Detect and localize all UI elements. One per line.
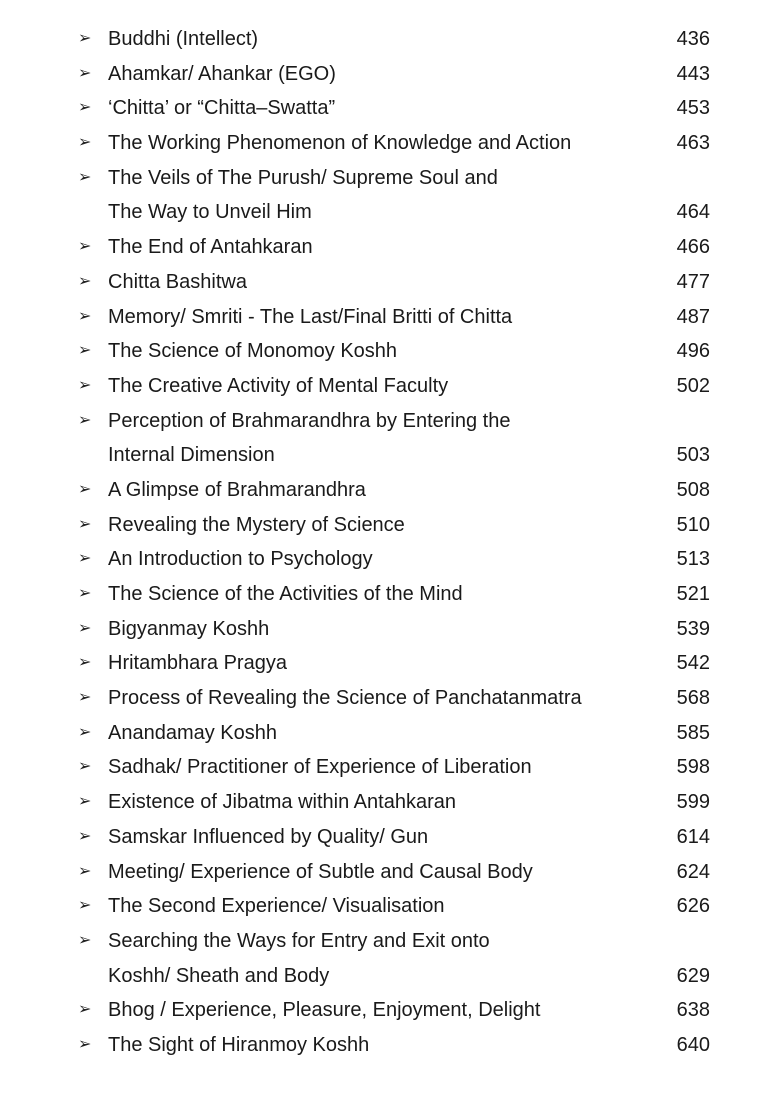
toc-page-number: 443 (676, 62, 710, 85)
toc-page-number: 496 (676, 340, 710, 363)
toc-entry (0, 91, 780, 126)
toc-page-number: 585 (676, 721, 710, 744)
toc-entry-title: Existence of Jibatma within Antahkaran (108, 791, 456, 814)
toc-entry (0, 855, 780, 890)
toc-entry-title: Memory/ Smriti - The Last/Final Britti of Chitta (108, 305, 513, 328)
arrowhead-bullet-icon: ➢ (78, 64, 92, 82)
arrowhead-bullet-icon: ➢ (78, 515, 92, 533)
arrowhead-bullet-icon: ➢ (78, 134, 92, 152)
toc-page-number: 629 (676, 964, 710, 987)
toc-entry-title: Process of Revealing the Science of Panchatanmatra (108, 687, 582, 710)
toc-entry (0, 577, 780, 612)
toc-entry (0, 57, 780, 92)
toc-page-number: 614 (676, 825, 710, 848)
toc-page-number: 453 (676, 97, 710, 120)
toc-entry-title: Revealing the Mystery of Science (108, 513, 405, 536)
toc-entry-title: Ahamkar/ Ahankar (EGO) (108, 62, 336, 85)
toc-entry-title: Bhog / Experience, Pleasure, Enjoyment, Delight (108, 999, 541, 1022)
arrowhead-bullet-icon: ➢ (78, 793, 92, 811)
toc-page-number: 466 (676, 236, 710, 259)
toc-entry (0, 161, 780, 230)
arrowhead-bullet-icon: ➢ (78, 272, 92, 290)
toc-entry-title: Bigyanmay Koshh (108, 617, 270, 640)
toc-entry-title: The Science of the Activities of the Mind (108, 583, 463, 605)
arrowhead-bullet-icon: ➢ (78, 168, 92, 186)
toc-entry (0, 300, 780, 335)
toc-entry (0, 1028, 780, 1063)
toc-page-number: 487 (676, 305, 710, 328)
toc-entry-title: The Sight of Hiranmoy Koshh (108, 1033, 370, 1056)
arrowhead-bullet-icon: ➢ (78, 758, 92, 776)
toc-line (0, 820, 780, 855)
toc-entry-title: Chitta Bashitwa (108, 270, 247, 293)
toc-entry-title: Sadhak/ Practitioner of Experience of Liberation (108, 756, 532, 779)
arrowhead-bullet-icon: ➢ (78, 931, 92, 949)
toc-line (0, 91, 780, 126)
arrowhead-bullet-icon: ➢ (78, 897, 92, 915)
toc-line (0, 22, 780, 57)
arrowhead-bullet-icon: ➢ (78, 342, 92, 360)
toc-entry-title: Internal Dimension (108, 444, 275, 467)
toc-entry-title: Anandamay Koshh (108, 721, 278, 744)
toc-entry-title: The Way to Unveil Him (108, 201, 312, 224)
arrowhead-bullet-icon: ➢ (78, 550, 92, 568)
arrowhead-bullet-icon: ➢ (78, 654, 92, 672)
toc-entry-title: Samskar Influenced by Quality/ Gun (108, 825, 429, 848)
toc-entry (0, 820, 780, 855)
toc-entry (0, 612, 780, 647)
toc-page-number: 568 (676, 687, 710, 710)
toc-entry (0, 230, 780, 265)
toc-entry-title: Koshh/ Sheath and Body (108, 964, 330, 987)
toc-line (0, 300, 780, 335)
arrowhead-bullet-icon: ➢ (78, 862, 92, 880)
toc-page-number: 510 (676, 513, 710, 536)
toc-entry (0, 369, 780, 404)
toc-line (0, 924, 780, 959)
toc-entry (0, 681, 780, 716)
toc-page-number: 463 (676, 132, 710, 155)
arrowhead-bullet-icon: ➢ (78, 480, 92, 498)
toc-line (0, 646, 780, 681)
arrowhead-bullet-icon: ➢ (78, 1001, 92, 1019)
toc-entry-title: A Glimpse of Brahmarandhra (108, 478, 366, 501)
toc-page-number: 521 (676, 583, 710, 605)
toc-line (0, 959, 780, 994)
toc-entry (0, 265, 780, 300)
toc-line (0, 369, 780, 404)
toc-line (0, 889, 780, 924)
toc-line (0, 785, 780, 820)
toc-entry (0, 473, 780, 508)
table-of-contents (0, 22, 780, 1063)
toc-page-number: 508 (676, 478, 710, 501)
toc-entry-title: Meeting/ Experience of Subtle and Causal Body (108, 860, 533, 883)
toc-line (0, 542, 780, 577)
toc-entry (0, 924, 780, 993)
toc-line (0, 1028, 780, 1063)
toc-entry-title: The Veils of The Purush/ Supreme Soul and (108, 166, 498, 189)
toc-page-number: 542 (676, 652, 710, 675)
arrowhead-bullet-icon: ➢ (78, 307, 92, 325)
toc-line (0, 230, 780, 265)
toc-entry (0, 785, 780, 820)
toc-line (0, 577, 780, 612)
toc-page-number: 436 (676, 28, 710, 50)
toc-page-number: 503 (676, 444, 710, 467)
toc-entry (0, 404, 780, 473)
toc-page-number: 513 (676, 548, 710, 571)
toc-entry-title: Buddhi (Intellect) (108, 28, 259, 50)
arrowhead-bullet-icon: ➢ (78, 585, 92, 602)
toc-line (0, 473, 780, 508)
toc-entry (0, 646, 780, 681)
toc-entry-title: ‘Chitta’ or “Chitta–Swatta” (108, 97, 336, 120)
toc-line (0, 681, 780, 716)
toc-entry (0, 334, 780, 369)
toc-line (0, 993, 780, 1028)
arrowhead-bullet-icon: ➢ (78, 723, 92, 741)
toc-page-number: 638 (676, 999, 710, 1022)
toc-line (0, 508, 780, 543)
arrowhead-bullet-icon: ➢ (78, 1035, 92, 1053)
toc-line (0, 265, 780, 300)
toc-page-number: 624 (676, 860, 710, 883)
toc-page-number: 640 (676, 1033, 710, 1056)
toc-page-number: 599 (676, 791, 710, 814)
toc-entry-title: Perception of Brahmarandhra by Entering the (108, 409, 511, 432)
toc-page-number: 539 (676, 617, 710, 640)
toc-page-number: 464 (676, 201, 710, 224)
toc-entry-title: The Science of Monomoy Koshh (108, 340, 398, 363)
toc-line (0, 161, 780, 196)
toc-line (0, 334, 780, 369)
toc-entry (0, 126, 780, 161)
toc-entry-title: The End of Antahkaran (108, 236, 313, 259)
arrowhead-bullet-icon: ➢ (78, 99, 92, 117)
toc-page-number: 598 (676, 756, 710, 779)
toc-entry (0, 993, 780, 1028)
toc-entry-title: The Creative Activity of Mental Faculty (108, 374, 449, 397)
toc-entry (0, 750, 780, 785)
toc-entry-title: The Working Phenomenon of Knowledge and Action (108, 132, 572, 155)
arrowhead-bullet-icon: ➢ (78, 689, 92, 707)
toc-line (0, 126, 780, 161)
toc-line (0, 612, 780, 647)
arrowhead-bullet-icon: ➢ (78, 30, 92, 47)
toc-entry (0, 542, 780, 577)
arrowhead-bullet-icon: ➢ (78, 619, 92, 637)
toc-line (0, 438, 780, 473)
arrowhead-bullet-icon: ➢ (78, 411, 92, 429)
toc-entry (0, 716, 780, 751)
arrowhead-bullet-icon: ➢ (78, 238, 92, 256)
toc-line (0, 855, 780, 890)
toc-page-number: 502 (676, 374, 710, 397)
toc-entry-title: An Introduction to Psychology (108, 548, 373, 571)
toc-entry (0, 508, 780, 543)
toc-entry-title: The Second Experience/ Visualisation (108, 895, 445, 918)
arrowhead-bullet-icon: ➢ (78, 827, 92, 845)
toc-entry (0, 22, 780, 57)
toc-line (0, 716, 780, 751)
arrowhead-bullet-icon: ➢ (78, 376, 92, 394)
toc-entry-title: Hritambhara Pragya (108, 652, 287, 675)
toc-entry-title: Searching the Ways for Entry and Exit onto (108, 929, 490, 952)
toc-entry (0, 889, 780, 924)
toc-line (0, 195, 780, 230)
toc-page-number: 626 (676, 895, 710, 918)
toc-line (0, 404, 780, 439)
toc-page-number: 477 (676, 270, 710, 293)
toc-line (0, 57, 780, 92)
toc-line (0, 750, 780, 785)
